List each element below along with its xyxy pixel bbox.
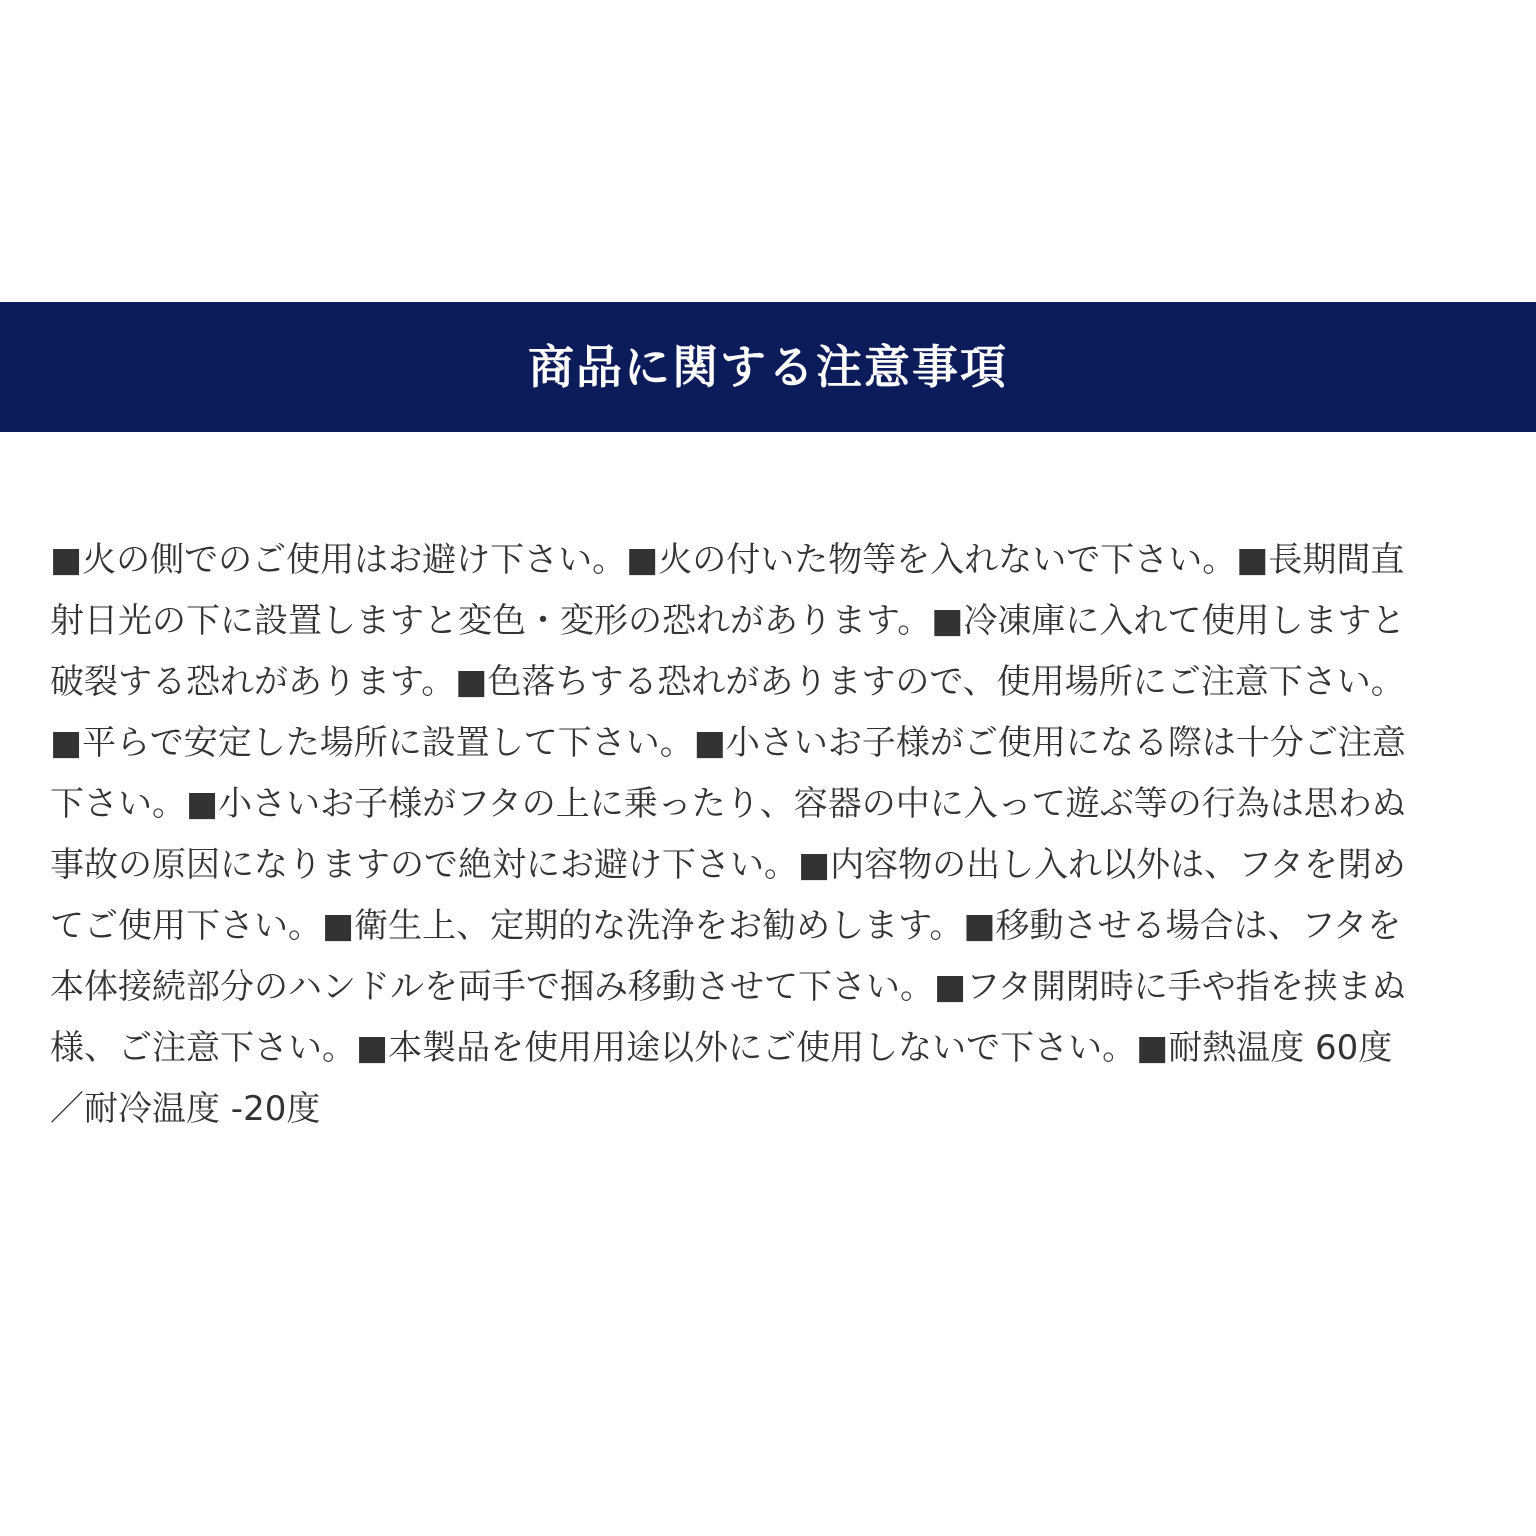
- notice-line: 本体接続部分のハンドルを両手で掴み移動させて下さい。■フタ開閉時に手や指を挟まぬ: [50, 967, 1406, 1007]
- notice-line: てご使用下さい。■衛生上、定期的な洗浄をお勧めします。■移動させる場合は、フタを: [50, 906, 1402, 946]
- notice-line: ／耐冷温度 -20度: [50, 1089, 321, 1129]
- notice-line: 下さい。■小さいお子様がフタの上に乗ったり、容器の中に入って遊ぶ等の行為は思わぬ: [50, 784, 1406, 824]
- header-band: [0, 302, 1536, 432]
- notice-line: 様、ご注意下さい。■本製品を使用用途以外にご使用しないで下さい。■耐熱温度 60度: [50, 1028, 1393, 1068]
- notice-line: 事故の原因になりますので絶対にお避け下さい。■内容物の出し入れ以外は、フタを閉め: [50, 845, 1406, 885]
- notice-text: [50, 530, 1490, 1140]
- notice-line: ■平らで安定した場所に設置して下さい。■小さいお子様がご使用になる際は十分ご注意: [50, 723, 1406, 763]
- notice-line: 射日光の下に設置しますと変色・変形の恐れがあります。■冷凍庫に入れて使用しますと: [50, 601, 1406, 641]
- notice-line: ■火の側でのご使用はお避け下さい。■火の付いた物等を入れないで下さい。■長期間直: [50, 540, 1405, 580]
- notice-line: 破裂する恐れがあります。■色落ちする恐れがありますので、使用場所にご注意下さい。: [50, 662, 1405, 702]
- page-title: 商品に関する注意事項: [528, 340, 1008, 394]
